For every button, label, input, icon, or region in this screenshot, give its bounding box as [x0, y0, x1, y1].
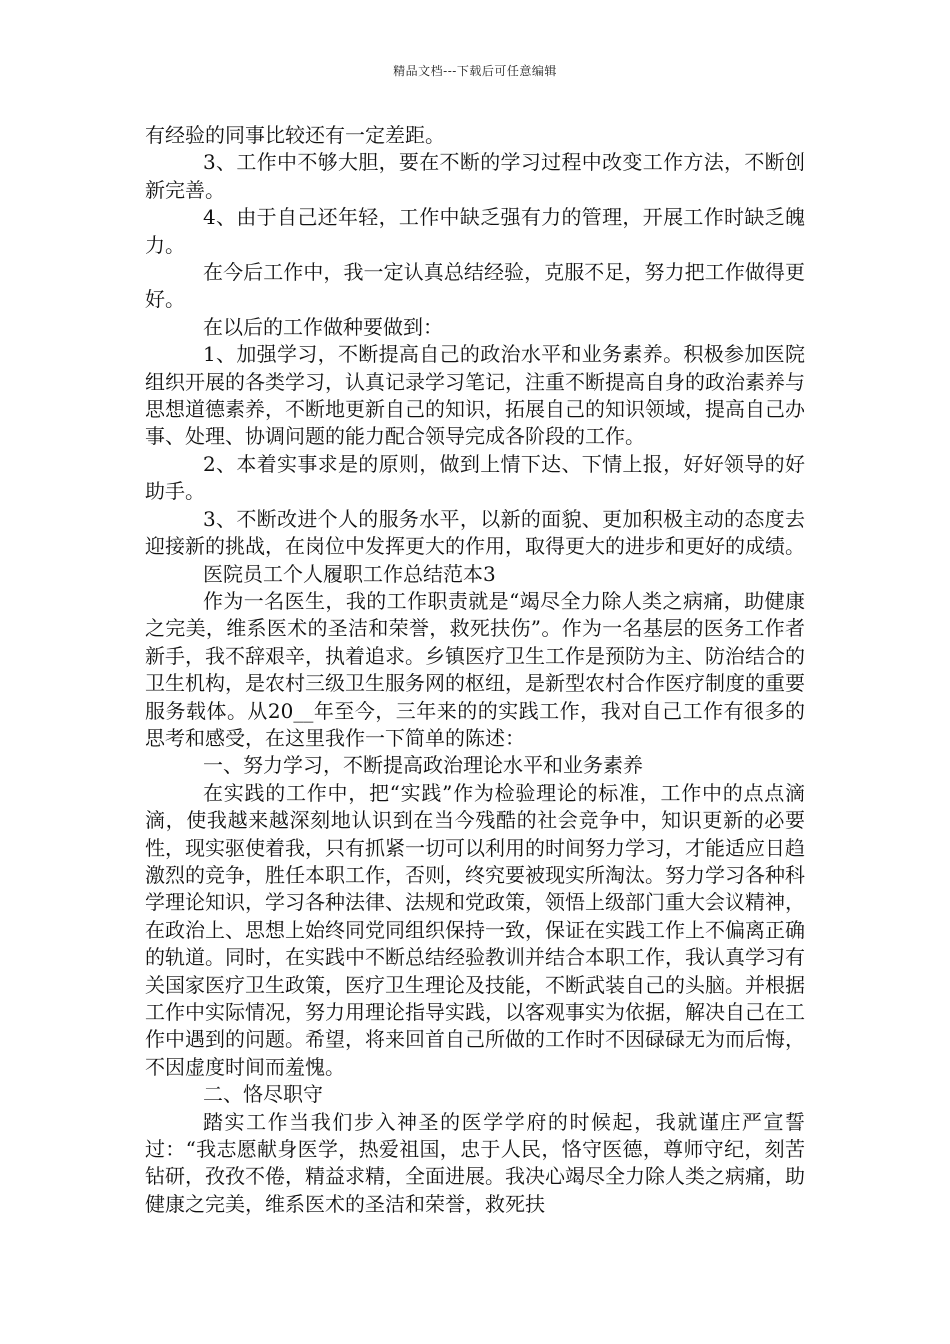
- paragraph: 作为一名医生，我的工作职责就是“竭尽全力除人类之病痛，助健康之完美，维系医术的圣洁和荣誉，救死扶伤”。作为一名基层的医务工作者新手，我不辞艰辛，执着追求。乡镇医疗卫生工作是预防为主、防治结合的卫生机构，是农村三级卫生服务网的枢纽，是新型农村合作医疗制度的重要服务载体。从20__年至今，三年来的的实践工作，我对自己工作有很多的思考和感受，在这里我作一下简单的陈述：: [145, 588, 805, 750]
- paragraph: 3、工作中不够大胆，要在不断的学习过程中改变工作方法，不断创新完善。: [145, 150, 805, 202]
- paragraph: 4、由于自己还年轻，工作中缺乏强有力的管理，开展工作时缺乏魄力。: [145, 205, 805, 257]
- section-heading: 二、恪尽职守: [203, 1082, 323, 1107]
- section-heading: 一、努力学习，不断提高政治理论水平和业务素养: [203, 753, 643, 778]
- paragraph: 在今后工作中，我一定认真总结经验，克服不足，努力把工作做得更好。: [145, 260, 805, 312]
- paragraph: 踏实工作当我们步入神圣的医学学府的时候起，我就谨庄严宣誓过：“我志愿献身医学，热爱祖国，忠于人民，恪守医德，尊师守纪，刻苦钻研，孜孜不倦，精益求精，全面进展。我决心竭尽全力除人类之病痛，助健康之完美，维系医术的圣洁和荣誉，救死扶: [145, 1109, 805, 1216]
- paragraph: 1、加强学习，不断提高自己的政治水平和业务素养。积极参加医院组织开展的各类学习，认真记录学习笔记，注重不断提高自身的政治素养与思想道德素养，不断地更新自己的知识，拓展自己的知识领域，提高自己办事、处理、协调问题的能力配合领导完成各阶段的工作。: [145, 342, 805, 449]
- page-header-note: 精品文档---下载后可任意编辑: [393, 64, 557, 78]
- paragraph: 在以后的工作做种要做到：: [203, 314, 443, 339]
- paragraph: 在实践的工作中，把“实践”作为检验理论的标准，工作中的点点滴滴，使我越来越深刻地认识到在当今残酷的社会竞争中，知识更新的必要性，现实驱使着我，只有抓紧一切可以利用的时间努力学习，才能适应日趋激烈的竞争，胜任本职工作，否则，终究要被现实所淘汰。努力学习各种科学理论知识，学习各种法律、法规和党政策，领悟上级部门重大会议精神，在政治上、思想上始终同党同组织保持一致，保证在实践工作上不偏离正确的轨道。同时，在实践中不断总结经验教训并结合本职工作，我认真学习有关国家医疗卫生政策，医疗卫生理论及技能，不断武装自己的头脑。并根据工作中实际情况，努力用理论指导实践，以客观事实为依据，解决自己在工作中遇到的问题。希望，将来回首自己所做的工作时不因碌碌无为而后悔，不因虚度时间而羞愧。: [145, 780, 805, 1079]
- paragraph: 有经验的同事比较还有一定差距。: [145, 123, 445, 147]
- paragraph: 2、本着实事求是的原则，做到上情下达、下情上报，好好领导的好助手。: [145, 451, 805, 504]
- section-title: 医院员工个人履职工作总结范本3: [203, 561, 496, 586]
- paragraph: 3、不断改进个人的服务水平，以新的面貌、更加积极主动的态度去迎接新的挑战，在岗位中发挥更大的作用，取得更大的进步和更好的成绩。: [145, 506, 805, 559]
- document-body: [145, 122, 805, 1218]
